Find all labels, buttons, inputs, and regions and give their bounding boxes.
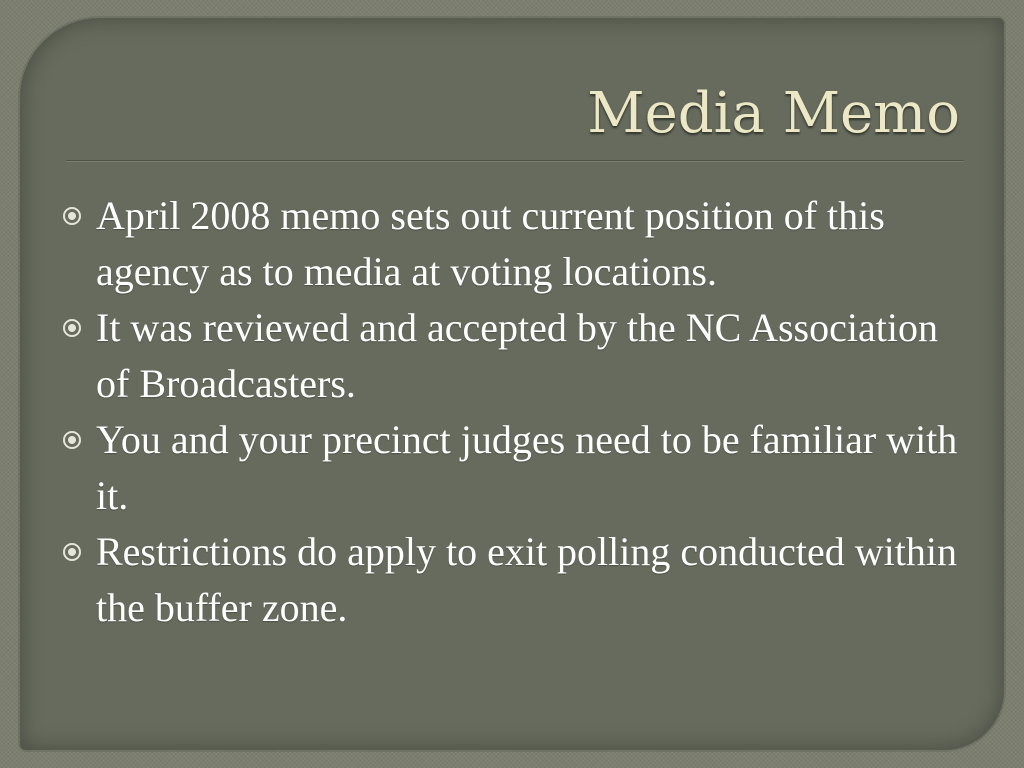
circle-bullet-icon [63,431,81,449]
bullet-text: You and your precinct judges need to be familiar with it. [96,417,958,518]
bullet-text: It was reviewed and accepted by the NC Association of Broadcasters. [96,305,938,406]
bullet-item [60,524,960,636]
circle-bullet-icon [63,319,81,337]
circle-bullet-icon [63,543,81,561]
bullet-item [60,300,960,412]
circle-bullet-icon [63,207,81,225]
bullet-text: April 2008 memo sets out current position of this agency as to media at voting locations. [96,193,885,294]
bullet-item [60,188,960,300]
title-divider [66,160,964,162]
bullet-item [60,412,960,524]
slide-title: Media Memo [587,81,960,146]
bullet-text: Restrictions do apply to exit polling conducted within the buffer zone. [96,529,957,630]
bullet-list [60,188,960,636]
